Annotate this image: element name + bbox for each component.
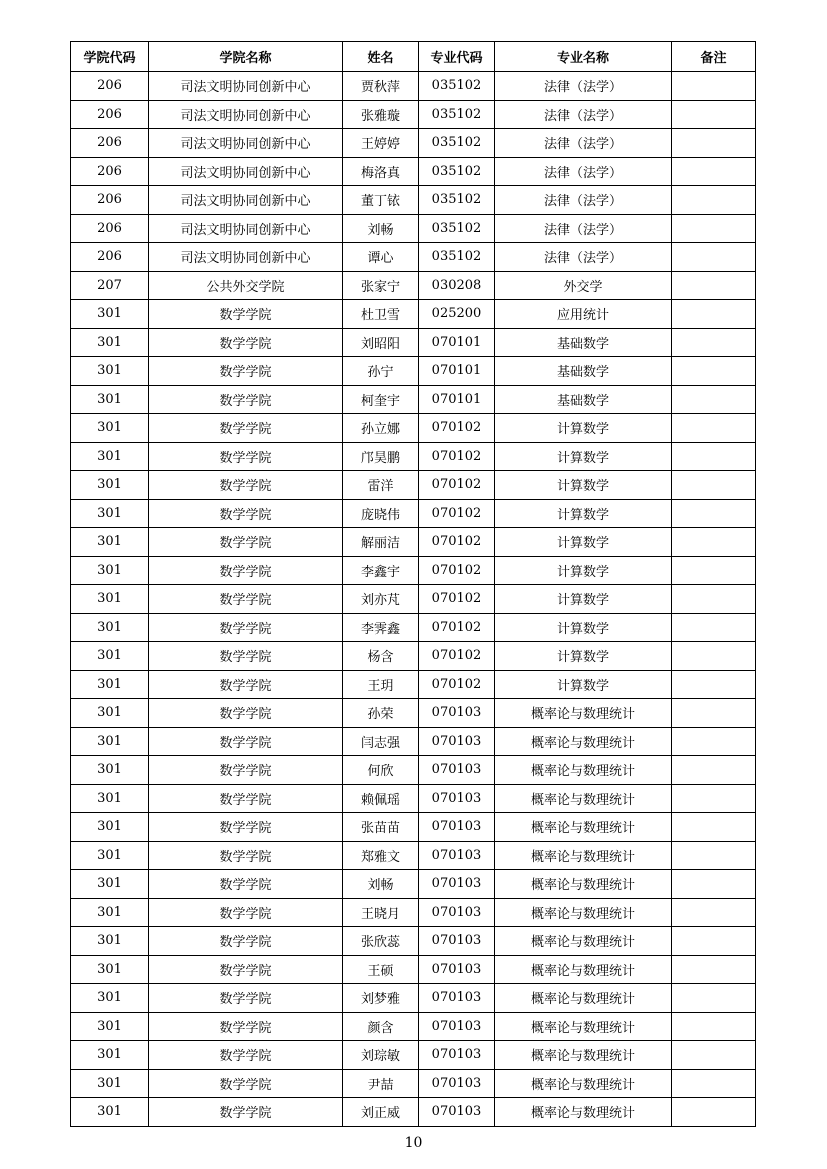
student-name-cell: 张雅璇 (343, 100, 419, 129)
college-name-cell: 司法文明协同创新中心 (149, 186, 343, 215)
college-name-cell: 数学学院 (149, 955, 343, 984)
college-code-cell: 301 (71, 955, 149, 984)
major-name-cell: 法律（法学） (495, 72, 672, 101)
student-name-cell: 杜卫雪 (343, 300, 419, 329)
remarks-cell (672, 727, 756, 756)
student-name-cell: 李霁鑫 (343, 613, 419, 642)
major-name-cell: 基础数学 (495, 357, 672, 386)
college-code-cell: 301 (71, 357, 149, 386)
student-name-cell: 刘畅 (343, 214, 419, 243)
table-row (71, 1098, 756, 1127)
major-name-cell: 计算数学 (495, 499, 672, 528)
header-remarks: 备注 (672, 42, 756, 72)
college-code-cell: 206 (71, 129, 149, 158)
major-code-cell: 070101 (419, 357, 495, 386)
student-name-cell: 赖佩瑶 (343, 784, 419, 813)
remarks-cell (672, 442, 756, 471)
major-code-cell: 070103 (419, 756, 495, 785)
college-code-cell: 301 (71, 499, 149, 528)
remarks-cell (672, 841, 756, 870)
student-name-cell: 何欣 (343, 756, 419, 785)
student-name-cell: 李鑫宇 (343, 556, 419, 585)
major-name-cell: 概率论与数理统计 (495, 870, 672, 899)
college-code-cell: 301 (71, 585, 149, 614)
major-code-cell: 070103 (419, 955, 495, 984)
remarks-cell (672, 271, 756, 300)
student-name-cell: 谭心 (343, 243, 419, 272)
college-name-cell: 数学学院 (149, 727, 343, 756)
table-row (71, 1069, 756, 1098)
college-code-cell: 206 (71, 157, 149, 186)
table-row (71, 1041, 756, 1070)
major-code-cell: 070103 (419, 870, 495, 899)
remarks-cell (672, 243, 756, 272)
student-list-table-container (70, 41, 755, 1127)
college-name-cell: 数学学院 (149, 841, 343, 870)
table-row (71, 556, 756, 585)
college-code-cell: 301 (71, 813, 149, 842)
student-name-cell: 张家宁 (343, 271, 419, 300)
major-code-cell: 070103 (419, 927, 495, 956)
major-code-cell: 070101 (419, 328, 495, 357)
remarks-cell (672, 499, 756, 528)
major-code-cell: 035102 (419, 100, 495, 129)
college-code-cell: 206 (71, 72, 149, 101)
major-name-cell: 计算数学 (495, 471, 672, 500)
student-name-cell: 柯奎宇 (343, 385, 419, 414)
college-code-cell: 301 (71, 556, 149, 585)
student-name-cell: 尹喆 (343, 1069, 419, 1098)
college-code-cell: 301 (71, 1098, 149, 1127)
college-name-cell: 数学学院 (149, 499, 343, 528)
remarks-cell (672, 670, 756, 699)
table-row (71, 328, 756, 357)
page-number: 10 (404, 1135, 423, 1151)
student-name-cell: 郑雅文 (343, 841, 419, 870)
student-name-cell: 庞晓伟 (343, 499, 419, 528)
student-name-cell: 董丁铱 (343, 186, 419, 215)
college-name-cell: 数学学院 (149, 556, 343, 585)
table-row (71, 699, 756, 728)
major-code-cell: 070102 (419, 471, 495, 500)
college-code-cell: 301 (71, 756, 149, 785)
major-code-cell: 070102 (419, 499, 495, 528)
college-name-cell: 数学学院 (149, 1069, 343, 1098)
college-name-cell: 数学学院 (149, 927, 343, 956)
major-name-cell: 法律（法学） (495, 157, 672, 186)
major-code-cell: 035102 (419, 129, 495, 158)
major-name-cell: 计算数学 (495, 528, 672, 557)
college-code-cell: 206 (71, 243, 149, 272)
student-name-cell: 王硕 (343, 955, 419, 984)
major-code-cell: 035102 (419, 214, 495, 243)
remarks-cell (672, 385, 756, 414)
college-code-cell: 301 (71, 300, 149, 329)
college-name-cell: 数学学院 (149, 328, 343, 357)
college-name-cell: 数学学院 (149, 613, 343, 642)
remarks-cell (672, 1098, 756, 1127)
college-code-cell: 301 (71, 670, 149, 699)
table-row (71, 100, 756, 129)
major-code-cell: 035102 (419, 157, 495, 186)
table-row (71, 585, 756, 614)
table-row (71, 927, 756, 956)
major-code-cell: 070102 (419, 414, 495, 443)
major-name-cell: 应用统计 (495, 300, 672, 329)
college-name-cell: 司法文明协同创新中心 (149, 129, 343, 158)
college-name-cell: 数学学院 (149, 1098, 343, 1127)
major-code-cell: 070102 (419, 642, 495, 671)
remarks-cell (672, 784, 756, 813)
major-name-cell: 概率论与数理统计 (495, 727, 672, 756)
table-row (71, 157, 756, 186)
major-name-cell: 计算数学 (495, 585, 672, 614)
remarks-cell (672, 414, 756, 443)
college-name-cell: 数学学院 (149, 300, 343, 329)
remarks-cell (672, 927, 756, 956)
major-name-cell: 概率论与数理统计 (495, 955, 672, 984)
student-name-cell: 颜含 (343, 1012, 419, 1041)
major-name-cell: 概率论与数理统计 (495, 784, 672, 813)
college-code-cell: 206 (71, 186, 149, 215)
college-name-cell: 司法文明协同创新中心 (149, 100, 343, 129)
college-name-cell: 数学学院 (149, 528, 343, 557)
major-name-cell: 概率论与数理统计 (495, 927, 672, 956)
college-code-cell: 301 (71, 1069, 149, 1098)
college-name-cell: 数学学院 (149, 357, 343, 386)
college-code-cell: 206 (71, 100, 149, 129)
college-code-cell: 301 (71, 927, 149, 956)
remarks-cell (672, 157, 756, 186)
remarks-cell (672, 699, 756, 728)
major-code-cell: 070101 (419, 385, 495, 414)
college-name-cell: 数学学院 (149, 1041, 343, 1070)
college-code-cell: 301 (71, 414, 149, 443)
college-name-cell: 数学学院 (149, 1012, 343, 1041)
student-list-table (70, 41, 756, 1127)
remarks-cell (672, 898, 756, 927)
student-name-cell: 刘畅 (343, 870, 419, 899)
table-row (71, 784, 756, 813)
remarks-cell (672, 72, 756, 101)
college-code-cell: 301 (71, 471, 149, 500)
table-row (71, 186, 756, 215)
major-name-cell: 计算数学 (495, 613, 672, 642)
college-code-cell: 301 (71, 1012, 149, 1041)
major-name-cell: 概率论与数理统计 (495, 1098, 672, 1127)
major-code-cell: 070102 (419, 528, 495, 557)
college-name-cell: 数学学院 (149, 756, 343, 785)
major-name-cell: 概率论与数理统计 (495, 841, 672, 870)
table-row (71, 670, 756, 699)
remarks-cell (672, 328, 756, 357)
student-name-cell: 王玥 (343, 670, 419, 699)
student-name-cell: 杨含 (343, 642, 419, 671)
major-name-cell: 概率论与数理统计 (495, 699, 672, 728)
student-name-cell: 刘昭阳 (343, 328, 419, 357)
header-major-name: 专业名称 (495, 42, 672, 72)
student-name-cell: 刘亦芃 (343, 585, 419, 614)
major-name-cell: 基础数学 (495, 328, 672, 357)
college-code-cell: 301 (71, 727, 149, 756)
major-name-cell: 法律（法学） (495, 100, 672, 129)
college-name-cell: 数学学院 (149, 813, 343, 842)
student-name-cell: 解丽洁 (343, 528, 419, 557)
college-code-cell: 301 (71, 613, 149, 642)
major-name-cell: 计算数学 (495, 414, 672, 443)
major-name-cell: 法律（法学） (495, 129, 672, 158)
college-code-cell: 206 (71, 214, 149, 243)
college-name-cell: 数学学院 (149, 670, 343, 699)
student-name-cell: 刘梦雅 (343, 984, 419, 1013)
table-row (71, 385, 756, 414)
college-code-cell: 301 (71, 784, 149, 813)
college-code-cell: 301 (71, 642, 149, 671)
remarks-cell (672, 1041, 756, 1070)
major-code-cell: 070103 (419, 1098, 495, 1127)
college-code-cell: 207 (71, 271, 149, 300)
student-name-cell: 梅洛真 (343, 157, 419, 186)
college-name-cell: 司法文明协同创新中心 (149, 243, 343, 272)
table-row (71, 870, 756, 899)
remarks-cell (672, 300, 756, 329)
college-name-cell: 数学学院 (149, 585, 343, 614)
major-code-cell: 070102 (419, 556, 495, 585)
remarks-cell (672, 214, 756, 243)
header-college-name: 学院名称 (149, 42, 343, 72)
major-code-cell: 070102 (419, 670, 495, 699)
major-code-cell: 070103 (419, 727, 495, 756)
college-code-cell: 301 (71, 870, 149, 899)
remarks-cell (672, 556, 756, 585)
student-name-cell: 张欣蕊 (343, 927, 419, 956)
remarks-cell (672, 528, 756, 557)
table-row (71, 841, 756, 870)
major-code-cell: 035102 (419, 243, 495, 272)
major-code-cell: 070103 (419, 898, 495, 927)
major-code-cell: 070102 (419, 613, 495, 642)
table-row (71, 499, 756, 528)
table-header-row (71, 42, 756, 72)
major-code-cell: 070103 (419, 699, 495, 728)
header-major-code: 专业代码 (419, 42, 495, 72)
major-code-cell: 035102 (419, 186, 495, 215)
college-name-cell: 司法文明协同创新中心 (149, 72, 343, 101)
college-name-cell: 数学学院 (149, 471, 343, 500)
major-code-cell: 035102 (419, 72, 495, 101)
header-student-name: 姓名 (343, 42, 419, 72)
table-row (71, 414, 756, 443)
remarks-cell (672, 870, 756, 899)
college-name-cell: 数学学院 (149, 898, 343, 927)
major-name-cell: 计算数学 (495, 670, 672, 699)
major-code-cell: 025200 (419, 300, 495, 329)
remarks-cell (672, 813, 756, 842)
major-name-cell: 法律（法学） (495, 243, 672, 272)
table-row (71, 1012, 756, 1041)
college-name-cell: 数学学院 (149, 385, 343, 414)
student-name-cell: 贾秋萍 (343, 72, 419, 101)
table-row (71, 813, 756, 842)
remarks-cell (672, 357, 756, 386)
major-code-cell: 070103 (419, 841, 495, 870)
remarks-cell (672, 1069, 756, 1098)
remarks-cell (672, 642, 756, 671)
major-code-cell: 070103 (419, 1069, 495, 1098)
college-name-cell: 公共外交学院 (149, 271, 343, 300)
major-name-cell: 法律（法学） (495, 214, 672, 243)
major-name-cell: 概率论与数理统计 (495, 756, 672, 785)
table-row (71, 72, 756, 101)
major-name-cell: 概率论与数理统计 (495, 1012, 672, 1041)
student-name-cell: 邝昊鹏 (343, 442, 419, 471)
remarks-cell (672, 955, 756, 984)
table-row (71, 955, 756, 984)
student-name-cell: 闫志强 (343, 727, 419, 756)
college-code-cell: 301 (71, 1041, 149, 1070)
college-code-cell: 301 (71, 328, 149, 357)
college-code-cell: 301 (71, 841, 149, 870)
table-row (71, 214, 756, 243)
college-name-cell: 数学学院 (149, 784, 343, 813)
table-row (71, 442, 756, 471)
student-name-cell: 孙荣 (343, 699, 419, 728)
major-code-cell: 030208 (419, 271, 495, 300)
table-row (71, 613, 756, 642)
major-code-cell: 070103 (419, 784, 495, 813)
major-code-cell: 070103 (419, 813, 495, 842)
table-row (71, 528, 756, 557)
remarks-cell (672, 471, 756, 500)
student-name-cell: 雷洋 (343, 471, 419, 500)
remarks-cell (672, 186, 756, 215)
table-row (71, 898, 756, 927)
major-name-cell: 概率论与数理统计 (495, 984, 672, 1013)
college-name-cell: 数学学院 (149, 699, 343, 728)
student-name-cell: 刘琮敏 (343, 1041, 419, 1070)
major-code-cell: 070103 (419, 1041, 495, 1070)
college-name-cell: 司法文明协同创新中心 (149, 214, 343, 243)
college-code-cell: 301 (71, 442, 149, 471)
table-row (71, 243, 756, 272)
major-code-cell: 070103 (419, 1012, 495, 1041)
college-code-cell: 301 (71, 699, 149, 728)
major-name-cell: 概率论与数理统计 (495, 813, 672, 842)
college-name-cell: 数学学院 (149, 984, 343, 1013)
major-name-cell: 法律（法学） (495, 186, 672, 215)
major-name-cell: 基础数学 (495, 385, 672, 414)
student-name-cell: 孙立娜 (343, 414, 419, 443)
major-name-cell: 计算数学 (495, 442, 672, 471)
college-name-cell: 数学学院 (149, 870, 343, 899)
table-row (71, 756, 756, 785)
remarks-cell (672, 100, 756, 129)
college-code-cell: 301 (71, 385, 149, 414)
major-name-cell: 计算数学 (495, 556, 672, 585)
college-code-cell: 301 (71, 984, 149, 1013)
college-name-cell: 数学学院 (149, 414, 343, 443)
table-row (71, 271, 756, 300)
college-name-cell: 数学学院 (149, 642, 343, 671)
table-row (71, 129, 756, 158)
major-name-cell: 概率论与数理统计 (495, 1069, 672, 1098)
table-row (71, 727, 756, 756)
student-name-cell: 王晓月 (343, 898, 419, 927)
college-name-cell: 司法文明协同创新中心 (149, 157, 343, 186)
student-name-cell: 张苗苗 (343, 813, 419, 842)
table-body (71, 72, 756, 1127)
table-row (71, 642, 756, 671)
remarks-cell (672, 129, 756, 158)
college-code-cell: 301 (71, 528, 149, 557)
major-name-cell: 概率论与数理统计 (495, 898, 672, 927)
student-name-cell: 刘正威 (343, 1098, 419, 1127)
major-name-cell: 外交学 (495, 271, 672, 300)
major-code-cell: 070102 (419, 585, 495, 614)
remarks-cell (672, 984, 756, 1013)
table-row (71, 471, 756, 500)
table-row (71, 300, 756, 329)
remarks-cell (672, 756, 756, 785)
table-row (71, 357, 756, 386)
remarks-cell (672, 1012, 756, 1041)
student-name-cell: 王婷婷 (343, 129, 419, 158)
remarks-cell (672, 613, 756, 642)
header-college-code: 学院代码 (71, 42, 149, 72)
student-name-cell: 孙宁 (343, 357, 419, 386)
major-name-cell: 计算数学 (495, 642, 672, 671)
remarks-cell (672, 585, 756, 614)
major-name-cell: 概率论与数理统计 (495, 1041, 672, 1070)
table-row (71, 984, 756, 1013)
major-code-cell: 070103 (419, 984, 495, 1013)
major-code-cell: 070102 (419, 442, 495, 471)
college-name-cell: 数学学院 (149, 442, 343, 471)
college-code-cell: 301 (71, 898, 149, 927)
